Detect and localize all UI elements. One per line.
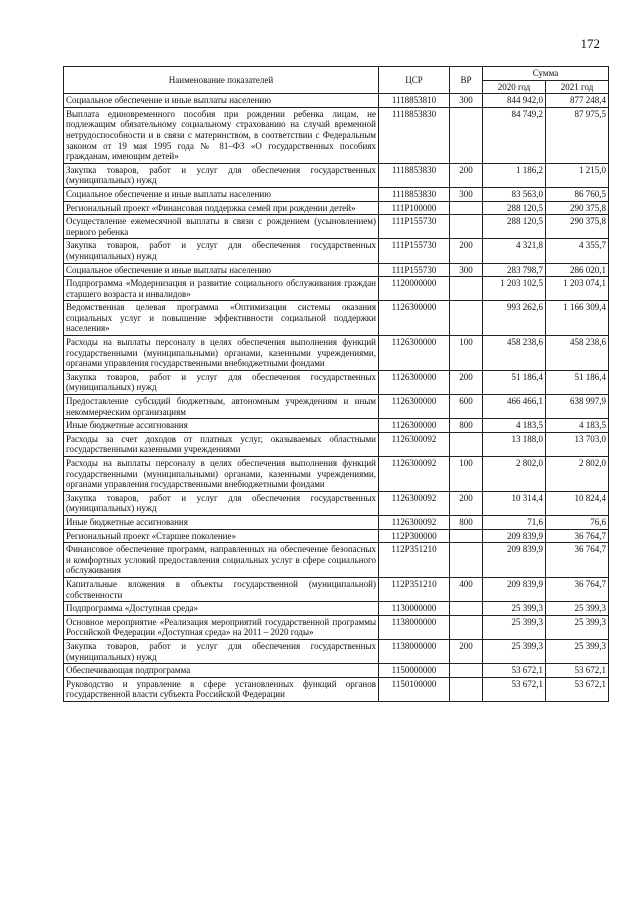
- row-name: Расходы на выплаты персоналу в целях обеспечения выполнения функций государственными (муниципальными) органами, казенными учреждениями, органами управления государственными внебюджетными фондами: [64, 457, 379, 492]
- row-csr: 1126300092: [379, 491, 450, 515]
- row-sum-2021: 51 186,4: [546, 370, 609, 394]
- row-sum-2021: 36 764,7: [546, 543, 609, 578]
- row-vr: [450, 277, 483, 301]
- table-row: [64, 419, 609, 433]
- row-sum-2020: 25 399,3: [483, 615, 546, 639]
- row-name: Социальное обеспечение и иные выплаты населению: [64, 94, 379, 108]
- row-sum-2020: 288 120,5: [483, 215, 546, 239]
- row-sum-2021: 36 764,7: [546, 529, 609, 543]
- row-sum-2021: 638 997,9: [546, 395, 609, 419]
- row-sum-2020: 993 262,6: [483, 301, 546, 336]
- row-vr: 200: [450, 491, 483, 515]
- row-name: Закупка товаров, работ и услуг для обеспечения государственных (муниципальных) нужд: [64, 639, 379, 663]
- row-sum-2020: 4 183,5: [483, 419, 546, 433]
- header-vr: ВР: [450, 67, 483, 94]
- row-name: Закупка товаров, работ и услуг для обеспечения государственных (муниципальных) нужд: [64, 239, 379, 263]
- row-vr: [450, 432, 483, 456]
- budget-table: [63, 66, 609, 702]
- row-csr: 112P300000: [379, 529, 450, 543]
- row-name: Осуществление ежемесячной выплаты в связи с рождением (усыновлением) первого ребенка: [64, 215, 379, 239]
- row-sum-2021: 4 355,7: [546, 239, 609, 263]
- row-sum-2020: 209 839,9: [483, 529, 546, 543]
- row-vr: 200: [450, 163, 483, 187]
- row-csr: 1118853830: [379, 163, 450, 187]
- row-name: Предоставление субсидий бюджетным, автономным учреждениям и иным некоммерческим организациям: [64, 395, 379, 419]
- row-sum-2021: 290 375,8: [546, 215, 609, 239]
- row-vr: 200: [450, 370, 483, 394]
- row-vr: 200: [450, 639, 483, 663]
- row-sum-2021: 4 183,5: [546, 419, 609, 433]
- row-sum-2020: 71,6: [483, 515, 546, 529]
- table-row: [64, 602, 609, 616]
- row-sum-2020: 83 563,0: [483, 187, 546, 201]
- row-sum-2020: 209 839,9: [483, 577, 546, 601]
- row-sum-2020: 25 399,3: [483, 639, 546, 663]
- table-row: [64, 529, 609, 543]
- row-vr: 300: [450, 94, 483, 108]
- row-name: Социальное обеспечение и иные выплаты населению: [64, 263, 379, 277]
- row-csr: 1126300092: [379, 432, 450, 456]
- page-number: 172: [580, 36, 600, 51]
- row-csr: 1126300000: [379, 336, 450, 371]
- row-name: Основное мероприятие «Реализация мероприятий государственной программы Российской Федерации «Доступная среда» на 2011 – 2020 годы»: [64, 615, 379, 639]
- table-row: [64, 639, 609, 663]
- row-vr: [450, 602, 483, 616]
- row-sum-2020: 283 798,7: [483, 263, 546, 277]
- row-name: Капитальные вложения в объекты государственной (муниципальной) собственности: [64, 577, 379, 601]
- row-name: Иные бюджетные ассигнования: [64, 515, 379, 529]
- row-vr: [450, 664, 483, 678]
- row-csr: 1126300000: [379, 370, 450, 394]
- row-csr: 1126300000: [379, 395, 450, 419]
- table-row: [64, 457, 609, 492]
- row-sum-2020: 1 186,2: [483, 163, 546, 187]
- row-csr: 1118853830: [379, 107, 450, 163]
- row-sum-2020: 288 120,5: [483, 201, 546, 215]
- row-sum-2021: 53 672,1: [546, 677, 609, 701]
- row-sum-2021: 10 824,4: [546, 491, 609, 515]
- row-vr: [450, 201, 483, 215]
- row-sum-2021: 53 672,1: [546, 664, 609, 678]
- header-sum: Сумма: [483, 67, 609, 81]
- row-vr: [450, 677, 483, 701]
- table-row: [64, 301, 609, 336]
- row-vr: [450, 615, 483, 639]
- table-row: [64, 263, 609, 277]
- row-vr: [450, 107, 483, 163]
- row-sum-2021: 1 215,0: [546, 163, 609, 187]
- table-row: [64, 94, 609, 108]
- row-vr: 100: [450, 336, 483, 371]
- row-csr: 112P351210: [379, 543, 450, 578]
- row-sum-2021: 86 760,5: [546, 187, 609, 201]
- row-name: Иные бюджетные ассигнования: [64, 419, 379, 433]
- row-sum-2021: 13 703,0: [546, 432, 609, 456]
- row-sum-2020: 51 186,4: [483, 370, 546, 394]
- row-vr: 300: [450, 187, 483, 201]
- table-row: [64, 215, 609, 239]
- table-row: [64, 239, 609, 263]
- table-header: [64, 67, 609, 94]
- row-vr: 400: [450, 577, 483, 601]
- row-name: Закупка товаров, работ и услуг для обеспечения государственных (муниципальных) нужд: [64, 491, 379, 515]
- row-csr: 1126300000: [379, 419, 450, 433]
- row-sum-2021: 2 802,0: [546, 457, 609, 492]
- row-name: Региональный проект «Старшее поколение»: [64, 529, 379, 543]
- row-vr: [450, 215, 483, 239]
- row-sum-2021: 286 020,1: [546, 263, 609, 277]
- row-sum-2021: 25 399,3: [546, 615, 609, 639]
- row-csr: 1150000000: [379, 664, 450, 678]
- row-sum-2020: 466 466,1: [483, 395, 546, 419]
- row-sum-2020: 13 188,0: [483, 432, 546, 456]
- row-csr: 111P155730: [379, 263, 450, 277]
- row-csr: 1126300092: [379, 515, 450, 529]
- row-sum-2020: 209 839,9: [483, 543, 546, 578]
- row-sum-2021: 1 166 309,4: [546, 301, 609, 336]
- row-sum-2020: 1 203 102,5: [483, 277, 546, 301]
- row-name: Социальное обеспечение и иные выплаты населению: [64, 187, 379, 201]
- row-vr: 800: [450, 419, 483, 433]
- row-sum-2021: 25 399,3: [546, 602, 609, 616]
- table-row: [64, 370, 609, 394]
- row-sum-2021: 87 975,5: [546, 107, 609, 163]
- row-sum-2021: 36 764,7: [546, 577, 609, 601]
- row-vr: [450, 543, 483, 578]
- header-name: Наименование показателей: [64, 67, 379, 94]
- row-csr: 1138000000: [379, 639, 450, 663]
- row-sum-2021: 76,6: [546, 515, 609, 529]
- row-vr: 200: [450, 239, 483, 263]
- row-csr: 112P351210: [379, 577, 450, 601]
- row-csr: 1150100000: [379, 677, 450, 701]
- row-sum-2020: 844 942,0: [483, 94, 546, 108]
- header-year-2020: 2020 год: [483, 80, 546, 94]
- header-csr: ЦСР: [379, 67, 450, 94]
- table-row: [64, 336, 609, 371]
- row-name: Обеспечивающая подпрограмма: [64, 664, 379, 678]
- table-body: [64, 94, 609, 702]
- row-name: Расходы на выплаты персоналу в целях обеспечения выполнения функций государственными (муниципальными) органами, казенными учреждениями, органами управления государственными внебюджетными фондами: [64, 336, 379, 371]
- table-row: [64, 201, 609, 215]
- row-vr: 600: [450, 395, 483, 419]
- row-csr: 1118853810: [379, 94, 450, 108]
- row-name: Финансовое обеспечение программ, направленных на обеспечение безопасных и комфортных условий предоставления социальных услуг в сфере социального обслуживания: [64, 543, 379, 578]
- row-csr: 1120000000: [379, 277, 450, 301]
- row-sum-2020: 25 399,3: [483, 602, 546, 616]
- row-name: Закупка товаров, работ и услуг для обеспечения государственных (муниципальных) нужд: [64, 163, 379, 187]
- row-csr: 1126300092: [379, 457, 450, 492]
- table-row: [64, 677, 609, 701]
- row-csr: 111P155730: [379, 215, 450, 239]
- row-name: Расходы за счет доходов от платных услуг, оказываемых областными государственными казенными учреждениями: [64, 432, 379, 456]
- table-row: [64, 515, 609, 529]
- row-vr: [450, 529, 483, 543]
- row-sum-2021: 458 238,6: [546, 336, 609, 371]
- row-csr: 1126300000: [379, 301, 450, 336]
- table-row: [64, 187, 609, 201]
- row-csr: 1130000000: [379, 602, 450, 616]
- row-name: Региональный проект «Финансовая поддержка семей при рождении детей»: [64, 201, 379, 215]
- row-sum-2021: 1 203 074,1: [546, 277, 609, 301]
- row-csr: 1118853830: [379, 187, 450, 201]
- table-row: [64, 432, 609, 456]
- row-name: Закупка товаров, работ и услуг для обеспечения государственных (муниципальных) нужд: [64, 370, 379, 394]
- row-sum-2020: 53 672,1: [483, 677, 546, 701]
- table-row: [64, 664, 609, 678]
- table-row: [64, 107, 609, 163]
- row-vr: 100: [450, 457, 483, 492]
- table-row: [64, 163, 609, 187]
- header-year-2021: 2021 год: [546, 80, 609, 94]
- row-name: Подпрограмма «Доступная среда»: [64, 602, 379, 616]
- row-name: Руководство и управление в сфере установленных функций органов государственной власти субъекта Российской Федерации: [64, 677, 379, 701]
- row-sum-2020: 10 314,4: [483, 491, 546, 515]
- row-csr: 1138000000: [379, 615, 450, 639]
- row-sum-2021: 25 399,3: [546, 639, 609, 663]
- row-name: Выплата единовременного пособия при рождении ребенка лицам, не подлежащим обязательному социальному страхованию на случай временной нетрудоспособности и в связи с материнством, в соответствии с Федеральным законом от 19 мая 1995 года № 81–ФЗ «О государственных пособиях гражданам, имеющим детей»: [64, 107, 379, 163]
- row-sum-2020: 4 321,8: [483, 239, 546, 263]
- row-sum-2020: 2 802,0: [483, 457, 546, 492]
- row-sum-2020: 84 749,2: [483, 107, 546, 163]
- row-sum-2020: 458 238,6: [483, 336, 546, 371]
- row-name: Подпрограмма «Модернизация и развитие социального обслуживания граждан старшего возраста и инвалидов»: [64, 277, 379, 301]
- row-name: Ведомственная целевая программа «Оптимизация системы оказания социальных услуг и повышение эффективности социальной поддержки населения»: [64, 301, 379, 336]
- row-sum-2020: 53 672,1: [483, 664, 546, 678]
- table-row: [64, 491, 609, 515]
- table-row: [64, 577, 609, 601]
- table-row: [64, 543, 609, 578]
- row-csr: 111P100000: [379, 201, 450, 215]
- row-vr: 800: [450, 515, 483, 529]
- row-vr: 300: [450, 263, 483, 277]
- row-sum-2021: 290 375,8: [546, 201, 609, 215]
- row-vr: [450, 301, 483, 336]
- table-row: [64, 395, 609, 419]
- table-row: [64, 615, 609, 639]
- row-sum-2021: 877 248,4: [546, 94, 609, 108]
- row-csr: 111P155730: [379, 239, 450, 263]
- table-row: [64, 277, 609, 301]
